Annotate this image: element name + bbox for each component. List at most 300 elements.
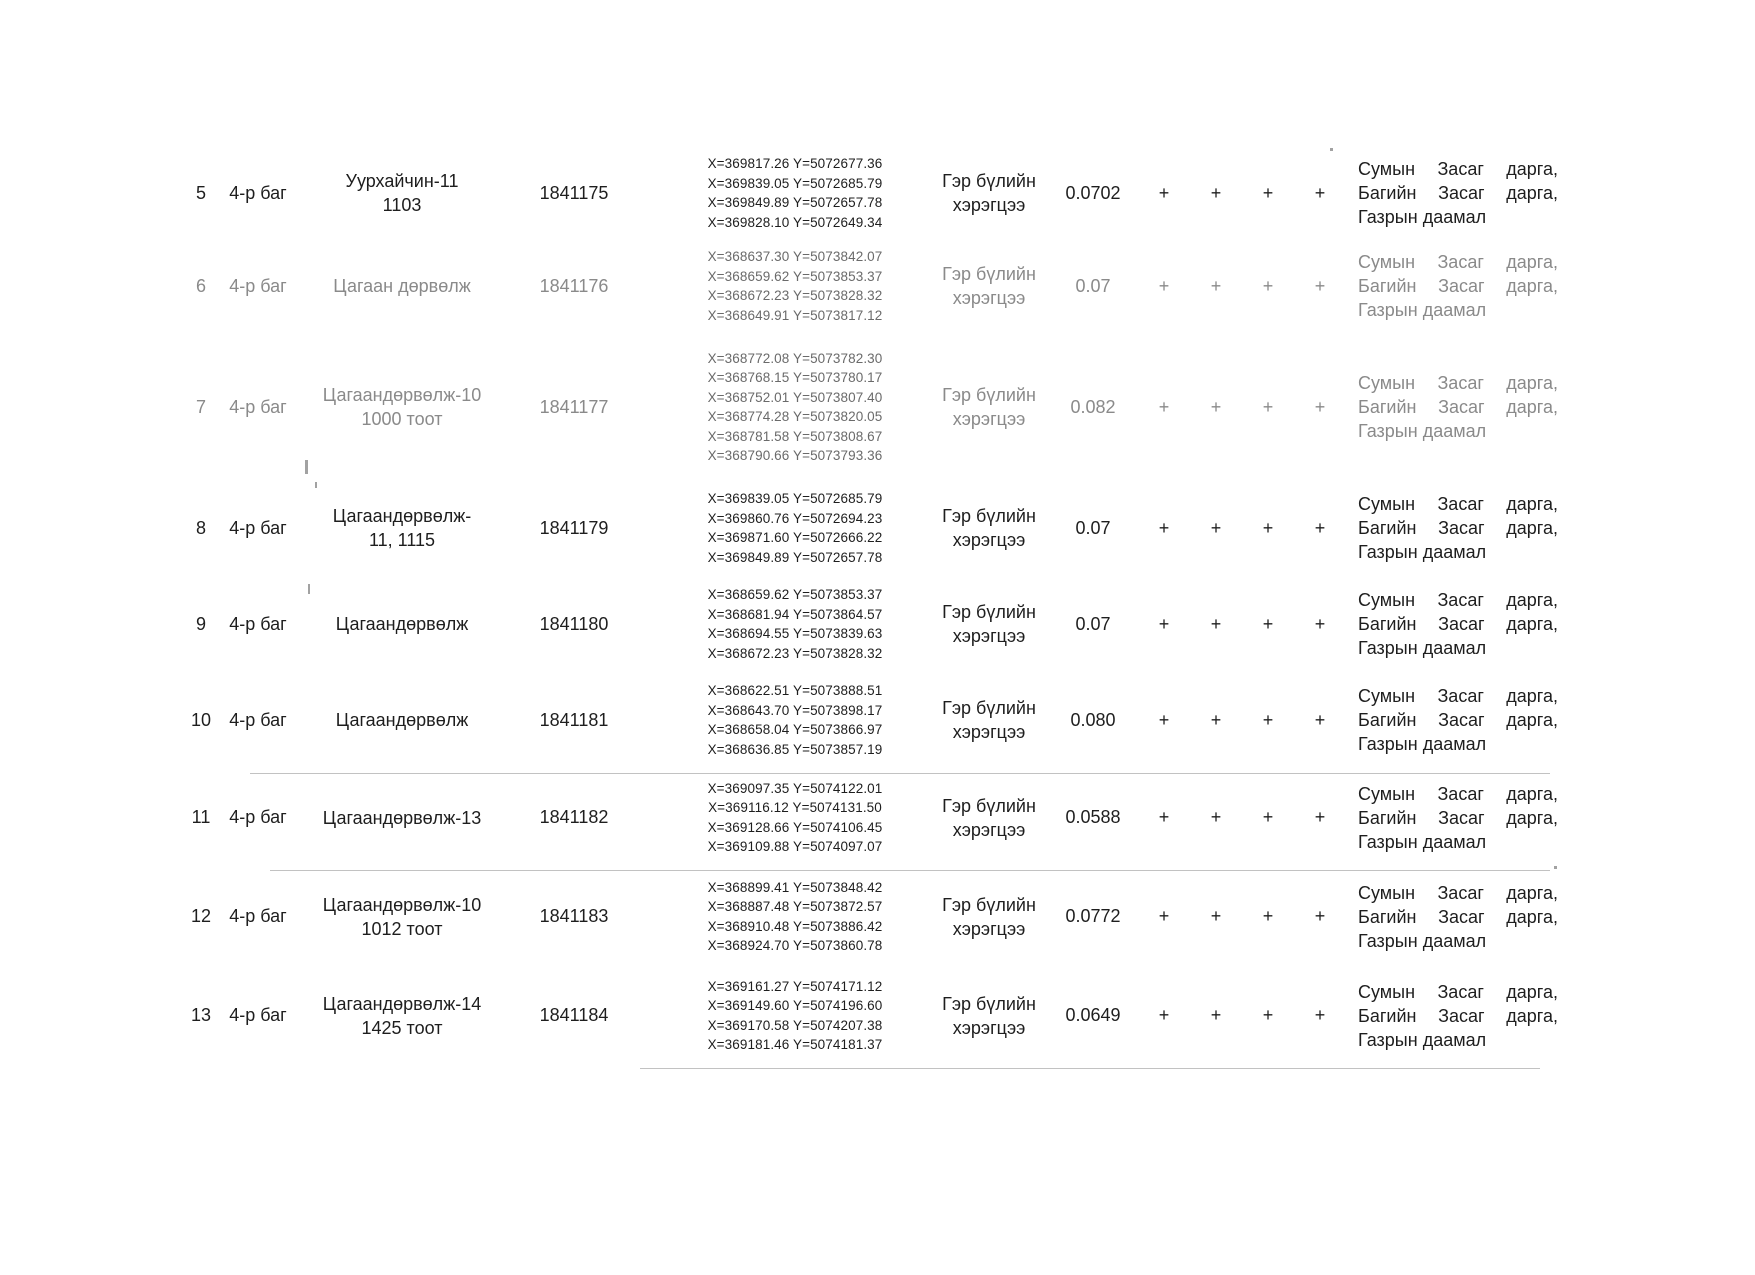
land-use-line-2: хэрэгцээ [952, 409, 1026, 429]
responsible-line [1358, 881, 1558, 905]
table-row [180, 238, 1574, 334]
approval-mark: + [1210, 275, 1222, 296]
responsible-word: дарга, [1506, 614, 1558, 634]
responsible-word: дарга, [1506, 183, 1558, 203]
approval-mark: + [1210, 182, 1222, 203]
land-use-line-1: Гэр бүлийн [942, 385, 1036, 405]
coordinate-line: X=368681.94 Y=5073864.57 [707, 606, 883, 622]
coordinate-line: X=368659.62 Y=5073853.37 [707, 587, 883, 602]
approval-mark: + [1158, 182, 1170, 203]
bag-name: 4-р баг [229, 807, 287, 827]
area-cell [1048, 148, 1138, 238]
responsible-word: дарга, [1506, 276, 1558, 296]
parcel-id: 1841175 [539, 182, 609, 203]
approval-mark-cell [1190, 768, 1242, 867]
coordinate-line: X=369860.76 Y=5072694.23 [707, 510, 883, 526]
coordinate-line: X=368672.23 Y=5073828.32 [707, 645, 883, 661]
responsible-line [1358, 708, 1558, 732]
scan-speck [305, 460, 308, 474]
approval-mark: + [1314, 709, 1326, 730]
responsible-word: Засаг [1438, 276, 1485, 296]
responsible-word: Газрын даамал [1358, 638, 1487, 658]
parcel-id-cell [510, 148, 638, 238]
coordinate-line: X=369839.05 Y=5072685.79 [707, 175, 883, 191]
approval-mark: + [1314, 275, 1326, 296]
responsible-word: дарга, [1506, 252, 1558, 272]
responsible-word: Багийн [1358, 397, 1417, 417]
land-use-cell [930, 148, 1048, 238]
responsible-word: Засаг [1438, 397, 1485, 417]
address-line-2: 1425 тоот [361, 1017, 443, 1038]
coordinate-line: X=368672.23 Y=5073828.32 [707, 288, 883, 303]
responsible-word: Газрын даамал [1358, 421, 1487, 441]
responsible-word: Багийн [1358, 1005, 1417, 1026]
table-body [180, 148, 1574, 1065]
responsible-line [1358, 612, 1558, 636]
responsible-line [1358, 540, 1558, 564]
row-number-cell [180, 238, 222, 334]
scan-speck [1330, 148, 1333, 151]
approval-mark: + [1262, 906, 1274, 926]
land-use-cell [930, 768, 1048, 867]
scan-line [250, 773, 1550, 774]
approval-mark-cell [1294, 480, 1346, 576]
land-use-line-2: хэрэгцээ [952, 722, 1026, 742]
land-use-line-1: Гэр бүлийн [942, 171, 1036, 191]
area-cell [1048, 238, 1138, 334]
responsible-line [1358, 157, 1558, 181]
address-cell [294, 672, 510, 768]
approval-mark-cell [1138, 480, 1190, 576]
approval-mark: + [1262, 182, 1274, 203]
responsible-word: Засаг [1437, 252, 1484, 272]
approval-mark-cell [1294, 867, 1346, 966]
area-value: 0.0772 [1065, 906, 1121, 926]
land-use-line-1: Гэр бүлийн [942, 264, 1036, 284]
responsible-word: Засаг [1438, 183, 1485, 203]
responsible-word: дарга, [1506, 710, 1558, 730]
responsible-word: Газрын даамал [1358, 734, 1487, 754]
parcel-id-cell [510, 867, 638, 966]
row-number: 8 [195, 517, 206, 538]
approval-mark-cell [1138, 148, 1190, 238]
coordinates-cell [638, 768, 930, 867]
responsible-word: дарга, [1506, 807, 1558, 828]
responsible-word: Багийн [1358, 518, 1417, 538]
land-use-line-2: хэрэгцээ [952, 819, 1026, 840]
approval-mark: + [1210, 1005, 1222, 1025]
approval-mark-cell [1294, 768, 1346, 867]
bag-cell [222, 238, 294, 334]
coordinate-line: X=369181.46 Y=5074181.37 [707, 1037, 883, 1052]
responsible-word: Багийн [1358, 183, 1417, 203]
approval-mark: + [1262, 1005, 1274, 1025]
approval-mark: + [1210, 613, 1222, 634]
bag-name: 4-р баг [229, 517, 287, 538]
responsible-word: Засаг [1437, 159, 1484, 179]
approval-mark-cell [1242, 966, 1294, 1065]
coordinate-line: X=368658.04 Y=5073866.97 [707, 722, 883, 737]
coordinate-line: X=369817.26 Y=5072677.36 [707, 156, 883, 171]
responsible-line [1358, 250, 1558, 274]
coordinates-cell [638, 576, 930, 672]
approval-mark-cell [1190, 966, 1242, 1065]
address-cell [294, 238, 510, 334]
approval-mark-cell [1242, 672, 1294, 768]
approval-mark: + [1158, 517, 1170, 538]
coordinates-cell [638, 148, 930, 238]
bag-name: 4-р баг [229, 396, 287, 417]
approval-mark: + [1262, 613, 1274, 634]
table-row [180, 768, 1574, 867]
coordinate-line: X=369849.89 Y=5072657.78 [707, 195, 883, 210]
coordinate-line: X=368752.01 Y=5073807.40 [707, 389, 883, 405]
land-use-cell [930, 334, 1048, 480]
responsible-word: Засаг [1438, 1005, 1485, 1026]
area-value: 0.0588 [1065, 807, 1121, 827]
responsible-word: Засаг [1437, 686, 1484, 706]
approval-mark-cell [1242, 148, 1294, 238]
parcel-id: 1841179 [539, 517, 609, 538]
responsible-word: Засаг [1438, 906, 1485, 927]
coordinate-line: X=368924.70 Y=5073860.78 [707, 938, 883, 953]
row-number: 5 [195, 182, 206, 203]
approval-mark: + [1314, 613, 1326, 634]
row-number: 7 [195, 396, 206, 417]
land-use-line-2: хэрэгцээ [952, 1017, 1026, 1038]
land-use-cell [930, 966, 1048, 1065]
responsible-word: Засаг [1437, 981, 1484, 1002]
responsible-line [1358, 492, 1558, 516]
responsible-line [1358, 298, 1558, 322]
land-use-line-1: Гэр бүлийн [942, 602, 1036, 622]
approval-mark: + [1158, 613, 1170, 634]
area-cell [1048, 867, 1138, 966]
scan-line [640, 1068, 1540, 1069]
address-cell [294, 966, 510, 1065]
parcel-id: 1841176 [539, 275, 609, 296]
responsible-line [1358, 684, 1558, 708]
coordinate-line: X=368636.85 Y=5073857.19 [707, 741, 883, 757]
bag-name: 4-р баг [229, 1005, 287, 1025]
parcel-id: 1841183 [539, 906, 609, 926]
coordinates-cell [638, 238, 930, 334]
responsible-word: Засаг [1437, 783, 1484, 804]
coordinates-cell [638, 966, 930, 1065]
table-row [180, 966, 1574, 1065]
address-cell [294, 148, 510, 238]
bag-cell [222, 576, 294, 672]
bag-cell [222, 672, 294, 768]
approval-mark-cell [1294, 334, 1346, 480]
address-cell [294, 334, 510, 480]
coordinate-line: X=368887.48 Y=5073872.57 [707, 899, 883, 914]
responsible-word: Сумын [1358, 373, 1416, 393]
address-line-1: Цагаан дөрвөлж [333, 276, 471, 296]
coordinate-line: X=368622.51 Y=5073888.51 [707, 683, 883, 698]
responsible-word: дарга, [1506, 397, 1558, 417]
coordinate-line: X=368899.41 Y=5073848.42 [707, 879, 883, 895]
responsible-word: Засаг [1437, 590, 1484, 610]
coordinate-line: X=369116.12 Y=5074131.50 [708, 800, 882, 815]
area-value: 0.0649 [1065, 1005, 1121, 1025]
approval-mark: + [1314, 1005, 1326, 1025]
approval-mark: + [1262, 275, 1274, 296]
table-row [180, 480, 1574, 576]
land-use-line-1: Гэр бүлийн [942, 993, 1036, 1014]
responsible-word: Сумын [1358, 783, 1416, 804]
coordinate-line: X=369161.27 Y=5074171.12 [707, 978, 883, 994]
area-value: 0.082 [1070, 396, 1116, 417]
area-value: 0.0702 [1065, 182, 1121, 203]
responsible-word: Газрын даамал [1358, 831, 1487, 852]
responsible-word: Засаг [1438, 518, 1485, 538]
parcel-id-cell [510, 576, 638, 672]
parcel-id-cell [510, 334, 638, 480]
row-number-cell [180, 867, 222, 966]
land-use-line-2: хэрэгцээ [952, 195, 1026, 215]
address-line-1: Цагаандөрвөлж- [332, 506, 472, 526]
area-value: 0.07 [1075, 275, 1111, 296]
responsible-cell [1346, 768, 1574, 867]
responsible-word: Газрын даамал [1358, 930, 1487, 951]
bag-name: 4-р баг [229, 182, 287, 203]
approval-mark: + [1314, 182, 1326, 203]
responsible-line [1358, 395, 1558, 419]
approval-mark-cell [1138, 576, 1190, 672]
coordinate-line: X=368772.08 Y=5073782.30 [707, 350, 883, 366]
approval-mark: + [1158, 906, 1170, 926]
scan-line [270, 870, 1550, 871]
bag-name: 4-р баг [229, 275, 287, 296]
area-cell [1048, 480, 1138, 576]
approval-mark: + [1210, 396, 1222, 417]
parcel-id: 1841180 [539, 613, 609, 634]
address-line-1: Уурхайчин-11 [345, 171, 459, 191]
row-number-cell [180, 334, 222, 480]
parcel-id-cell [510, 480, 638, 576]
responsible-word: дарга, [1506, 783, 1558, 804]
coordinates-cell [638, 867, 930, 966]
responsible-line [1358, 929, 1558, 953]
approval-mark: + [1262, 807, 1274, 827]
area-value: 0.080 [1070, 709, 1116, 730]
responsible-word: дарга, [1506, 882, 1558, 903]
coordinate-line: X=368781.58 Y=5073808.67 [707, 428, 883, 444]
approval-mark: + [1210, 709, 1222, 730]
coordinate-line: X=369871.60 Y=5072666.22 [707, 530, 883, 545]
land-use-line-2: хэрэгцээ [952, 288, 1026, 308]
area-cell [1048, 576, 1138, 672]
approval-mark-cell [1242, 768, 1294, 867]
coordinate-line: X=368768.15 Y=5073780.17 [707, 370, 883, 385]
coordinate-line: X=368637.30 Y=5073842.07 [707, 249, 883, 264]
row-number: 13 [190, 1005, 212, 1025]
parcel-id: 1841184 [539, 1005, 609, 1025]
responsible-cell [1346, 238, 1574, 334]
bag-cell [222, 867, 294, 966]
approval-mark: + [1314, 517, 1326, 538]
responsible-line [1358, 588, 1558, 612]
coordinate-line: X=369097.35 Y=5074122.01 [707, 780, 883, 796]
responsible-word: Багийн [1358, 276, 1417, 296]
coordinate-line: X=369149.60 Y=5074196.60 [707, 998, 883, 1013]
address-cell [294, 768, 510, 867]
approval-mark-cell [1294, 576, 1346, 672]
scan-speck [308, 584, 310, 594]
coordinate-line: X=368790.66 Y=5073793.36 [707, 448, 883, 463]
responsible-cell [1346, 148, 1574, 238]
responsible-word: Багийн [1358, 614, 1417, 634]
approval-mark-cell [1138, 334, 1190, 480]
land-use-cell [930, 576, 1048, 672]
coordinate-line: X=369828.10 Y=5072649.34 [707, 214, 883, 230]
approval-mark-cell [1242, 867, 1294, 966]
bag-name: 4-р баг [229, 906, 287, 926]
coordinate-line: X=368774.28 Y=5073820.05 [707, 409, 883, 424]
coordinate-line: X=368694.55 Y=5073839.63 [707, 626, 883, 641]
responsible-line [1358, 980, 1558, 1004]
address-cell [294, 480, 510, 576]
responsible-word: дарга, [1506, 494, 1558, 514]
approval-mark-cell [1242, 576, 1294, 672]
land-use-cell [930, 867, 1048, 966]
approval-mark: + [1158, 807, 1170, 827]
address-line-1: Цагаандөрвөлж-10 [322, 894, 482, 915]
bag-cell [222, 966, 294, 1065]
approval-mark-cell [1294, 672, 1346, 768]
table-row [180, 148, 1574, 238]
row-number: 9 [195, 613, 206, 634]
responsible-line [1358, 516, 1558, 540]
responsible-word: дарга, [1506, 906, 1558, 927]
responsible-word: Багийн [1358, 906, 1417, 927]
bag-cell [222, 480, 294, 576]
responsible-line [1358, 371, 1558, 395]
approval-mark-cell [1138, 768, 1190, 867]
approval-mark: + [1314, 807, 1326, 827]
approval-mark-cell [1242, 238, 1294, 334]
bag-cell [222, 768, 294, 867]
row-number-cell [180, 768, 222, 867]
coordinates-cell [638, 480, 930, 576]
responsible-word: Сумын [1358, 494, 1416, 514]
address-cell [294, 867, 510, 966]
responsible-word: Засаг [1437, 373, 1484, 393]
coordinate-line: X=368649.91 Y=5073817.12 [707, 307, 883, 323]
coordinate-line: X=369109.88 Y=5074097.07 [707, 839, 883, 854]
approval-mark: + [1158, 396, 1170, 417]
coordinate-line: X=368659.62 Y=5073853.37 [707, 268, 883, 284]
responsible-word: дарга, [1506, 590, 1558, 610]
approval-mark-cell [1242, 480, 1294, 576]
approval-mark-cell [1190, 238, 1242, 334]
coordinate-line: X=368910.48 Y=5073886.42 [707, 918, 883, 934]
parcel-id: 1841177 [539, 396, 609, 417]
parcel-id-cell [510, 768, 638, 867]
responsible-word: Засаг [1437, 882, 1484, 903]
coordinate-line: X=369849.89 Y=5072657.78 [707, 549, 883, 565]
responsible-cell [1346, 672, 1574, 768]
approval-mark: + [1262, 396, 1274, 417]
bag-cell [222, 334, 294, 480]
approval-mark: + [1314, 906, 1326, 926]
responsible-line [1358, 274, 1558, 298]
scan-speck [315, 482, 317, 488]
responsible-word: дарга, [1506, 373, 1558, 393]
approval-mark: + [1158, 275, 1170, 296]
bag-name: 4-р баг [229, 613, 287, 634]
row-number: 6 [195, 275, 206, 296]
responsible-word: Багийн [1358, 710, 1417, 730]
land-use-line-1: Гэр бүлийн [942, 698, 1036, 718]
land-use-cell [930, 238, 1048, 334]
address-cell [294, 576, 510, 672]
responsible-word: дарга, [1506, 686, 1558, 706]
approval-mark-cell [1190, 672, 1242, 768]
bag-cell [222, 148, 294, 238]
responsible-word: Сумын [1358, 159, 1416, 179]
responsible-cell [1346, 867, 1574, 966]
row-number-cell [180, 672, 222, 768]
responsible-word: Засаг [1437, 494, 1484, 514]
responsible-word: Сумын [1358, 981, 1416, 1002]
coordinate-line: X=368643.70 Y=5073898.17 [707, 702, 883, 718]
address-line-1: Цагаандөрвөлж [335, 614, 469, 634]
approval-mark: + [1314, 396, 1326, 417]
row-number: 10 [190, 709, 212, 730]
address-line-1: Цагаандөрвөлж-13 [322, 807, 482, 828]
responsible-line [1358, 419, 1558, 443]
approval-mark-cell [1190, 480, 1242, 576]
row-number-cell [180, 480, 222, 576]
land-use-cell [930, 672, 1048, 768]
responsible-word: Сумын [1358, 590, 1416, 610]
table-row [180, 672, 1574, 768]
approval-mark: + [1158, 1005, 1170, 1025]
land-use-line-1: Гэр бүлийн [942, 506, 1036, 526]
responsible-word: Газрын даамал [1358, 300, 1487, 320]
responsible-cell [1346, 576, 1574, 672]
responsible-word: дарга, [1506, 981, 1558, 1002]
parcel-id: 1841181 [539, 709, 609, 730]
approval-mark-cell [1190, 148, 1242, 238]
approval-mark: + [1262, 517, 1274, 538]
land-use-cell [930, 480, 1048, 576]
responsible-word: Газрын даамал [1358, 1029, 1487, 1050]
responsible-word: Засаг [1438, 710, 1485, 730]
area-cell [1048, 672, 1138, 768]
responsible-line [1358, 782, 1558, 806]
responsible-word: Сумын [1358, 252, 1416, 272]
responsible-line [1358, 636, 1558, 660]
coordinates-cell [638, 672, 930, 768]
row-number-cell [180, 576, 222, 672]
approval-mark-cell [1294, 966, 1346, 1065]
coordinates-cell [638, 334, 930, 480]
address-line-2: 11, 1115 [368, 530, 436, 550]
responsible-word: дарга, [1506, 159, 1558, 179]
land-use-line-1: Гэр бүлийн [942, 795, 1036, 816]
responsible-line [1358, 205, 1558, 229]
responsible-line [1358, 181, 1558, 205]
area-cell [1048, 966, 1138, 1065]
land-allocation-table [180, 148, 1574, 1065]
area-cell [1048, 768, 1138, 867]
row-number-cell [180, 148, 222, 238]
approval-mark-cell [1190, 867, 1242, 966]
parcel-id-cell [510, 966, 638, 1065]
